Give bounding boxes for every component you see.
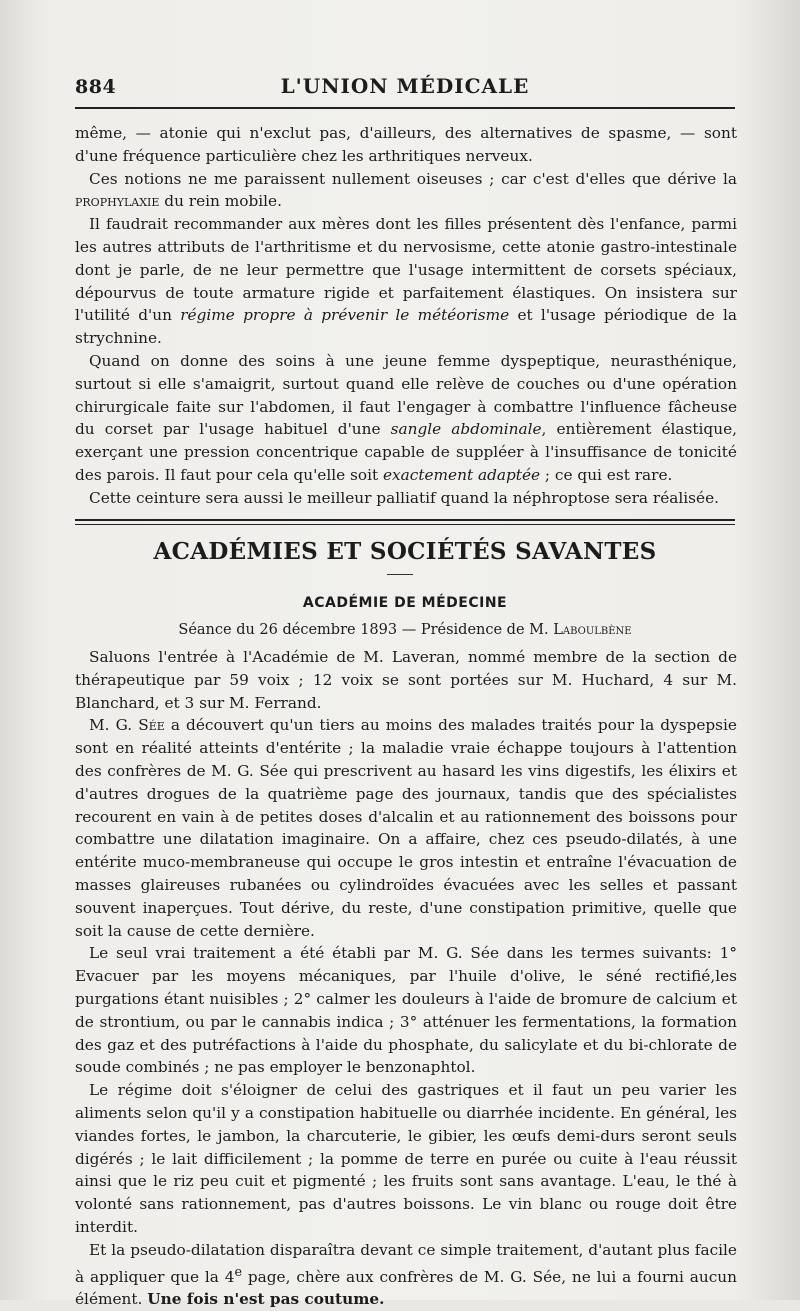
section-title: ACADÉMIES ET SOCIÉTÉS SAVANTES <box>153 538 657 565</box>
seance-line: Séance du 26 décembre 1893 — Présidence de M. Laboulbène <box>178 622 632 638</box>
paragraph: Et la pseudo-dilatation disparaîtra devant ce simple traitement, d'autant plus facile à appliquer que la 4e page, chère aux confrères de M. G. Sée, ne lui a fourni aucun élément. Une fois n'est pas coutume. <box>75 1240 737 1309</box>
ornament-rule <box>387 574 413 575</box>
running-title: L'UNION MÉDICALE <box>280 74 530 98</box>
paragraph: Le seul vrai traitement a été établi par M. G. Sée dans les termes suivants: 1° Evacuer par les moyens mécaniques, par l'huile d'olive, le séné rectifié,les purgations étant nuisibles ; 2° calmer les douleurs à l'aide de bromure de calcium et de strontium, ou par le cannabis indica ; 3° atténuer les fermentations, la formation des gaz et des putréfactions à l'aide du phosphate, du salicylate et du bi-chlorate de soude combinés ; ne pas employer le benzonaphtol. <box>75 944 737 1077</box>
article-body-top <box>75 122 737 510</box>
paragraph: Il faudrait recommander aux mères dont les filles présentent dès l'enfance, parmi les autres attributs de l'arthritisme et du nervosisme, cette atonie gastro-intestinale dont je parle, de ne leur permettre que l'usage intermittent de corsets spéciaux, dépourvus de toute armature rigide et parfaitement élastiques. On insistera sur l'utilité d'un régime propre à prévenir le météorisme et l'usage périodique de la strychnine. <box>75 215 737 348</box>
paragraph: Le régime doit s'éloigner de celui des gastriques et il faut un peu varier les aliments selon qu'il y a constipation habituelle ou diarrhée incidente. En général, les viandes fortes, le jambon, la charcuterie, le gibier, les œufs demi-durs seront seuls digérés ; le lait difficilement ; la pomme de terre en purée ou cuite à l'eau réussit ainsi que le riz peu cuit et pigmenté ; les fruits sont sans avantage. L'eau, le thé à volonté sans rationnement, pas d'autres boissons. Le vin blanc ou rouge doit être interdit. <box>75 1081 737 1236</box>
article-body-academy <box>75 646 737 1311</box>
section-divider <box>75 519 735 521</box>
page-header <box>75 70 735 100</box>
paragraph: Cette ceinture sera aussi le meilleur palliatif quand la néphroptose sera réalisée. <box>89 488 719 507</box>
section-subtitle: ACADÉMIE DE MÉDECINE <box>302 595 508 611</box>
paragraph: Saluons l'entrée à l'Académie de M. Laveran, nommé membre de la section de thérapeutique par 59 voix ; 12 voix se sont portées sur M. Huchard, 4 sur M. Blanchard, et 3 sur M. Ferrand. <box>75 648 737 712</box>
paragraph: M. G. Sée a découvert qu'un tiers au moins des malades traités pour la dyspepsie sont en réalité atteints d'entérite ; la maladie vraie échappe toujours à l'attention des confrères de M. G. Sée qui prescrivent au hasard les vins digestifs, les élixirs et d'autres drogues de la quatrième page des journaux, tandis que des spécialistes recourent en vain à de petites doses d'alcalin et au rationnement des boissons pour combattre une dilatation imaginaire. On a affaire, chez ces pseudo-dilatés, à une entérite muco-membraneuse qui occupe le gros intestin et entraîne l'évacuation de masses glaireuses rubanées ou cylindroïdes évacuées avec les selles et passant souvent inaperçues. Tout dérive, du reste, d'une constipation primitive, quelle que soit la cause de cette dernière. <box>75 716 737 940</box>
paragraph: Quand on donne des soins à une jeune femme dyspeptique, neurasthénique, surtout si elle s'amaigrit, surtout quand elle relève de couches ou d'une opération chirurgicale faite sur l'abdomen, il faut l'engager à combattre l'influence fâcheuse du corset par l'usage habituel d'une sangle abdominale, entièrement élastique, exerçant une pression concentrique capable de suppléer à l'insuffisance de tonicité des parois. Il faut pour cela qu'elle soit exactement adaptée ; ce qui est rare. <box>75 351 737 484</box>
section-divider-thin <box>75 524 735 525</box>
header-rule <box>75 107 735 109</box>
page-number: 884 <box>75 76 117 98</box>
paragraph: Ces notions ne me paraissent nullement oiseuses ; car c'est d'elles que dérive la prophylaxie du rein mobile. <box>75 169 737 211</box>
paragraph: même, — atonie qui n'exclut pas, d'ailleurs, des alternatives de spasme, — sont d'une fréquence particulière chez les arthritiques nerveux. <box>75 124 737 165</box>
